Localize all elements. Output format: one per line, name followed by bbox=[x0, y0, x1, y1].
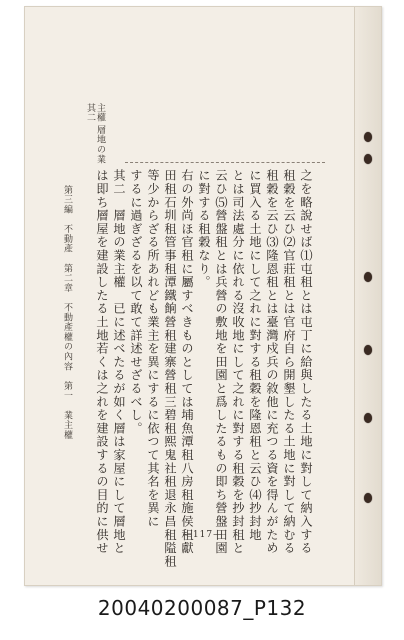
page-number: —117— bbox=[182, 530, 224, 540]
section-label: 其二 bbox=[85, 103, 95, 123]
body-column-11: するに過ぎざるを以て敢て詳述せざるべし。 bbox=[129, 169, 143, 435]
running-footer: 第三編 不動產 第二章 不動產權の內容 第一 業主權 bbox=[62, 185, 72, 440]
binding-hole bbox=[364, 493, 372, 503]
body-column-4: に買入る土地にして之れに對する租穀を隆恩租と云ひ⑷抄封地 bbox=[248, 169, 262, 542]
binding-hole bbox=[364, 132, 372, 142]
body-column-6: 云ひ⑸營盤租とは兵營の敷地を田園と爲したるもの即ち營盤田園 bbox=[214, 169, 228, 555]
body-column-8: 右の外尚ほ官租に屬すべきものとしては埔魚潭租八房租施侯租獻 bbox=[180, 169, 194, 555]
body-column-7: に對する租穀なり。 bbox=[197, 169, 211, 289]
book-page bbox=[24, 6, 382, 586]
binding-hole bbox=[364, 345, 372, 355]
body-column-12: 其二 層地の業主權 已に述べたるが如く層は家屋にして層地と bbox=[112, 169, 126, 555]
binding-strip bbox=[354, 7, 381, 585]
header-divider bbox=[125, 162, 325, 163]
binding-hole bbox=[364, 413, 372, 423]
body-column-5: とは司法處分に依れる沒收地にして之れに對する租穀を抄封租と bbox=[231, 169, 245, 555]
archive-caption: 20040200087_P132 bbox=[97, 596, 307, 620]
body-column-9: 田租石圳租管事租潭鐵餉營租建寨營租三碧租熙鬼社租退永昌租隘租 bbox=[163, 169, 177, 568]
body-column-13: は即ち層屋を建設したる土地若くは之れを建設するの目的に供せ bbox=[95, 169, 109, 555]
binding-hole bbox=[364, 272, 372, 282]
binding-hole bbox=[364, 154, 372, 164]
body-column-1: 之を略說せば⑴屯租とは屯丁に給與したる土地に對して納入する bbox=[299, 169, 313, 555]
body-column-2: 租穀を云ひ⑵官莊租とは官府自ら開墾したる土地に對して納むる bbox=[282, 169, 296, 555]
body-column-10: 等少からざる所あれども業主を異にするに依つて其名を異に bbox=[146, 169, 160, 529]
body-column-3: 租穀を云ひ⑶隆恩租とは臺灣戍兵の敘他に充つる資を得んがため bbox=[265, 169, 279, 555]
section-title: 層地の業 bbox=[95, 125, 105, 165]
section-subtitle: 主權 bbox=[95, 103, 105, 123]
